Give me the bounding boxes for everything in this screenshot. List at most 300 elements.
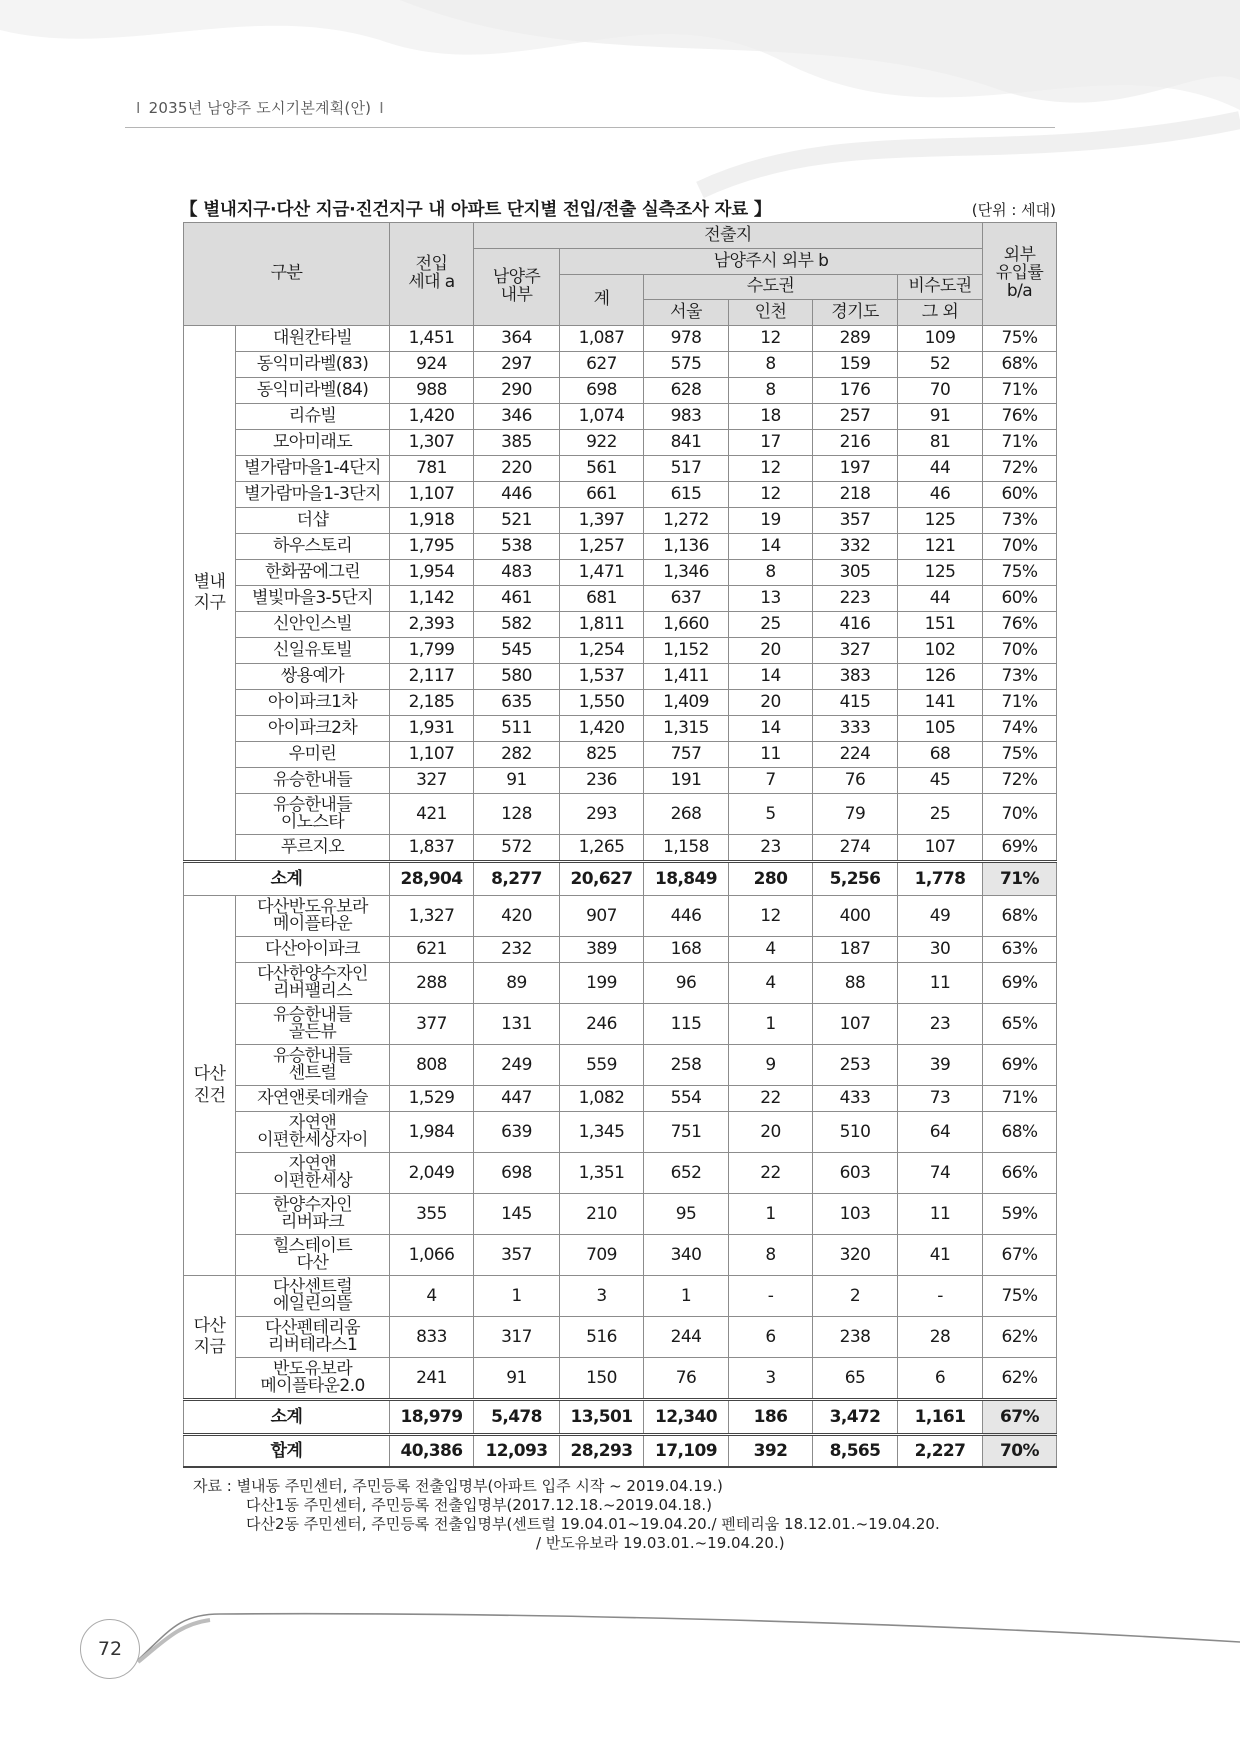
cell-other: 141 xyxy=(898,690,983,716)
cell-incheon: 12 xyxy=(729,326,813,352)
cell-gg: 5,256 xyxy=(813,862,898,896)
cell-gg: 289 xyxy=(813,326,898,352)
cell-seoul: 841 xyxy=(644,430,729,456)
complex-name: 유승한내들 xyxy=(236,768,390,794)
cell-incheon: 392 xyxy=(729,1435,813,1468)
cell-incheon: 8 xyxy=(729,352,813,378)
header-inner: 남양주 내부 xyxy=(474,249,560,326)
cell-seoul: 268 xyxy=(644,794,729,835)
cell-inner: 89 xyxy=(474,963,560,1004)
cell-gg: 79 xyxy=(813,794,898,835)
running-header: I 2035년 남양주 도시기본계획(안) I xyxy=(136,99,384,117)
cell-a: 1,142 xyxy=(390,586,474,612)
cell-rate: 75% xyxy=(983,1276,1057,1317)
cell-rate: 73% xyxy=(983,664,1057,690)
cell-sum: 3 xyxy=(560,1276,644,1317)
cell-gg: 197 xyxy=(813,456,898,482)
header-gyeonggi: 경기도 xyxy=(813,300,898,326)
cell-sum: 1,087 xyxy=(560,326,644,352)
cell-incheon: 19 xyxy=(729,508,813,534)
table-row xyxy=(184,742,1057,768)
cell-inner: 461 xyxy=(474,586,560,612)
table-row xyxy=(184,1004,1057,1045)
cell-gg: 433 xyxy=(813,1086,898,1112)
page-number: 72 xyxy=(80,1619,140,1679)
cell-sum: 561 xyxy=(560,456,644,482)
cell-seoul: 757 xyxy=(644,742,729,768)
cell-gg: 107 xyxy=(813,1004,898,1045)
cell-other: 41 xyxy=(898,1235,983,1276)
table-row xyxy=(184,534,1057,560)
header-outer: 남양주시 외부 b xyxy=(560,249,983,275)
cell-a: 1,307 xyxy=(390,430,474,456)
cell-rate: 67% xyxy=(983,1235,1057,1276)
cell-sum: 661 xyxy=(560,482,644,508)
cell-incheon: 20 xyxy=(729,1112,813,1153)
complex-name: 자연앤롯데캐슬 xyxy=(236,1086,390,1112)
cell-sum: 1,257 xyxy=(560,534,644,560)
cell-a: 1,837 xyxy=(390,835,474,862)
cell-inner: 582 xyxy=(474,612,560,638)
cell-seoul: 575 xyxy=(644,352,729,378)
cell-other: 11 xyxy=(898,1194,983,1235)
cell-a: 4 xyxy=(390,1276,474,1317)
table-caption xyxy=(180,196,1056,221)
cell-a: 377 xyxy=(390,1004,474,1045)
cell-sum: 1,811 xyxy=(560,612,644,638)
cell-other: 74 xyxy=(898,1153,983,1194)
cell-seoul: 17,109 xyxy=(644,1435,729,1468)
total-row xyxy=(184,1435,1057,1468)
cell-rate: 75% xyxy=(983,560,1057,586)
complex-name: 다산반도유보라 메이플타운 xyxy=(236,896,390,937)
cell-seoul: 554 xyxy=(644,1086,729,1112)
cell-sum: 236 xyxy=(560,768,644,794)
cell-seoul: 628 xyxy=(644,378,729,404)
cell-incheon: 280 xyxy=(729,862,813,896)
cell-inner: 538 xyxy=(474,534,560,560)
summary-label: 합계 xyxy=(184,1435,390,1468)
cell-sum: 246 xyxy=(560,1004,644,1045)
cell-sum: 922 xyxy=(560,430,644,456)
cell-other: 39 xyxy=(898,1045,983,1086)
cell-incheon: 14 xyxy=(729,716,813,742)
cell-other: 70 xyxy=(898,378,983,404)
cell-incheon: 4 xyxy=(729,937,813,963)
cell-sum: 907 xyxy=(560,896,644,937)
complex-name: 유승한내들 골든뷰 xyxy=(236,1004,390,1045)
cell-rate: 76% xyxy=(983,612,1057,638)
cell-inner: 364 xyxy=(474,326,560,352)
cell-inner: 446 xyxy=(474,482,560,508)
cell-other: 46 xyxy=(898,482,983,508)
cell-a: 1,984 xyxy=(390,1112,474,1153)
cell-other: 81 xyxy=(898,430,983,456)
cell-sum: 293 xyxy=(560,794,644,835)
complex-name: 우미린 xyxy=(236,742,390,768)
table-row xyxy=(184,456,1057,482)
cell-a: 1,954 xyxy=(390,560,474,586)
cell-incheon: 8 xyxy=(729,1235,813,1276)
cell-other: 45 xyxy=(898,768,983,794)
cell-inner: 232 xyxy=(474,937,560,963)
cell-seoul: 978 xyxy=(644,326,729,352)
footer-curve-decoration xyxy=(80,1600,1240,1700)
table-row xyxy=(184,430,1057,456)
cell-seoul: 340 xyxy=(644,1235,729,1276)
cell-rate: 63% xyxy=(983,937,1057,963)
cell-inner: 420 xyxy=(474,896,560,937)
cell-sum: 389 xyxy=(560,937,644,963)
table-unit: (단위 : 세대) xyxy=(971,201,1056,219)
cell-inner: 639 xyxy=(474,1112,560,1153)
cell-gg: 103 xyxy=(813,1194,898,1235)
complex-name: 대원칸타빌 xyxy=(236,326,390,352)
cell-other: 2,227 xyxy=(898,1435,983,1468)
cell-other: 107 xyxy=(898,835,983,862)
cell-gg: 332 xyxy=(813,534,898,560)
cell-other: 52 xyxy=(898,352,983,378)
cell-rate: 60% xyxy=(983,482,1057,508)
cell-gg: 238 xyxy=(813,1317,898,1358)
cell-seoul: 258 xyxy=(644,1045,729,1086)
cell-sum: 1,471 xyxy=(560,560,644,586)
cell-inner: 5,478 xyxy=(474,1400,560,1435)
cell-seoul: 517 xyxy=(644,456,729,482)
complex-name: 유승한내들 이노스타 xyxy=(236,794,390,835)
subtotal-row xyxy=(184,862,1057,896)
cell-incheon: 20 xyxy=(729,638,813,664)
cell-incheon: 14 xyxy=(729,664,813,690)
cell-gg: 88 xyxy=(813,963,898,1004)
cell-other: 102 xyxy=(898,638,983,664)
cell-other: 73 xyxy=(898,1086,983,1112)
cell-inner: 698 xyxy=(474,1153,560,1194)
source-line-2: 다산1동 주민센터, 주민등록 전출입명부(2017.12.18.~2019.04.18.) xyxy=(246,1496,713,1514)
complex-name: 별가람마을1-3단지 xyxy=(236,482,390,508)
cell-sum: 1,254 xyxy=(560,638,644,664)
cell-sum: 698 xyxy=(560,378,644,404)
table-row xyxy=(184,1358,1057,1400)
cell-seoul: 168 xyxy=(644,937,729,963)
cell-incheon: 12 xyxy=(729,456,813,482)
cell-sum: 1,074 xyxy=(560,404,644,430)
cell-a: 1,066 xyxy=(390,1235,474,1276)
complex-name: 유승한내들 센트럴 xyxy=(236,1045,390,1086)
cell-rate: 62% xyxy=(983,1317,1057,1358)
cell-other: 109 xyxy=(898,326,983,352)
table-row xyxy=(184,963,1057,1004)
complex-name: 반도유보라 메이플타운2.0 xyxy=(236,1358,390,1400)
cell-inner: 511 xyxy=(474,716,560,742)
cell-seoul: 1,136 xyxy=(644,534,729,560)
complex-name: 자연앤 이편한세상 xyxy=(236,1153,390,1194)
cell-gg: 327 xyxy=(813,638,898,664)
cell-incheon: 1 xyxy=(729,1004,813,1045)
cell-rate: 71% xyxy=(983,430,1057,456)
cell-rate: 68% xyxy=(983,1112,1057,1153)
cell-sum: 681 xyxy=(560,586,644,612)
cell-seoul: 96 xyxy=(644,963,729,1004)
cell-incheon: - xyxy=(729,1276,813,1317)
cell-incheon: 5 xyxy=(729,794,813,835)
table-row xyxy=(184,1112,1057,1153)
cell-seoul: 1 xyxy=(644,1276,729,1317)
cell-gg: 333 xyxy=(813,716,898,742)
cell-incheon: 14 xyxy=(729,534,813,560)
cell-other: 23 xyxy=(898,1004,983,1045)
table-row xyxy=(184,794,1057,835)
cell-rate: 75% xyxy=(983,742,1057,768)
cell-rate: 71% xyxy=(983,1086,1057,1112)
cell-gg: 2 xyxy=(813,1276,898,1317)
cell-a: 421 xyxy=(390,794,474,835)
table-row xyxy=(184,937,1057,963)
complex-name: 다산센트럴 에일린의뜰 xyxy=(236,1276,390,1317)
cell-incheon: 23 xyxy=(729,835,813,862)
cell-sum: 1,082 xyxy=(560,1086,644,1112)
cell-a: 40,386 xyxy=(390,1435,474,1468)
table-row xyxy=(184,690,1057,716)
cell-incheon: 13 xyxy=(729,586,813,612)
cell-inner: 346 xyxy=(474,404,560,430)
cell-sum: 1,397 xyxy=(560,508,644,534)
cell-seoul: 244 xyxy=(644,1317,729,1358)
cell-seoul: 1,158 xyxy=(644,835,729,862)
cell-a: 1,420 xyxy=(390,404,474,430)
complex-name: 자연앤 이편한세상자이 xyxy=(236,1112,390,1153)
cell-other: 126 xyxy=(898,664,983,690)
cell-sum: 559 xyxy=(560,1045,644,1086)
cell-rate: 71% xyxy=(983,690,1057,716)
cell-rate: 65% xyxy=(983,1004,1057,1045)
complex-name: 쌍용예가 xyxy=(236,664,390,690)
cell-a: 808 xyxy=(390,1045,474,1086)
cell-rate: 66% xyxy=(983,1153,1057,1194)
cell-sum: 627 xyxy=(560,352,644,378)
cell-other: 44 xyxy=(898,456,983,482)
cell-seoul: 615 xyxy=(644,482,729,508)
cell-a: 621 xyxy=(390,937,474,963)
table-row xyxy=(184,326,1057,352)
cell-other: 25 xyxy=(898,794,983,835)
cell-sum: 1,537 xyxy=(560,664,644,690)
cell-sum: 1,420 xyxy=(560,716,644,742)
cell-seoul: 1,152 xyxy=(644,638,729,664)
cell-gg: 187 xyxy=(813,937,898,963)
cell-incheon: 20 xyxy=(729,690,813,716)
cell-seoul: 18,849 xyxy=(644,862,729,896)
cell-gg: 257 xyxy=(813,404,898,430)
table-row xyxy=(184,404,1057,430)
table-row xyxy=(184,378,1057,404)
cell-gg: 510 xyxy=(813,1112,898,1153)
cell-seoul: 1,411 xyxy=(644,664,729,690)
cell-a: 1,107 xyxy=(390,742,474,768)
cell-inner: 128 xyxy=(474,794,560,835)
cell-a: 1,327 xyxy=(390,896,474,937)
header-other: 그 외 xyxy=(898,300,983,326)
cell-gg: 305 xyxy=(813,560,898,586)
table-row xyxy=(184,1276,1057,1317)
table-row xyxy=(184,508,1057,534)
header-inflow: 전입 세대 a xyxy=(390,223,474,326)
complex-name: 한양수자인 리버파크 xyxy=(236,1194,390,1235)
cell-other: 125 xyxy=(898,560,983,586)
cell-rate: 69% xyxy=(983,835,1057,862)
cell-other: 151 xyxy=(898,612,983,638)
cell-sum: 825 xyxy=(560,742,644,768)
table-row xyxy=(184,1194,1057,1235)
cell-seoul: 1,660 xyxy=(644,612,729,638)
cell-gg: 253 xyxy=(813,1045,898,1086)
cell-inner: 8,277 xyxy=(474,862,560,896)
cell-rate: 60% xyxy=(983,586,1057,612)
source-note xyxy=(193,1477,940,1553)
cell-inner: 297 xyxy=(474,352,560,378)
cell-incheon: 7 xyxy=(729,768,813,794)
cell-seoul: 983 xyxy=(644,404,729,430)
cell-incheon: 17 xyxy=(729,430,813,456)
complex-name: 신일유토빌 xyxy=(236,638,390,664)
cell-seoul: 191 xyxy=(644,768,729,794)
table-row xyxy=(184,1045,1057,1086)
cell-rate: 71% xyxy=(983,862,1057,896)
cell-incheon: 22 xyxy=(729,1086,813,1112)
cell-a: 833 xyxy=(390,1317,474,1358)
cell-other: 64 xyxy=(898,1112,983,1153)
cell-rate: 68% xyxy=(983,896,1057,937)
cell-rate: 70% xyxy=(983,794,1057,835)
cell-incheon: 186 xyxy=(729,1400,813,1435)
group-jingeon: 다산 진건 xyxy=(184,896,236,1276)
header-seoul: 서울 xyxy=(644,300,729,326)
complex-name: 신안인스빌 xyxy=(236,612,390,638)
cell-other: 6 xyxy=(898,1358,983,1400)
cell-rate: 59% xyxy=(983,1194,1057,1235)
header-sum: 계 xyxy=(560,275,644,326)
cell-other: 125 xyxy=(898,508,983,534)
cell-gg: 3,472 xyxy=(813,1400,898,1435)
cell-gg: 383 xyxy=(813,664,898,690)
cell-a: 1,931 xyxy=(390,716,474,742)
cell-a: 355 xyxy=(390,1194,474,1235)
cell-inner: 357 xyxy=(474,1235,560,1276)
cell-inner: 447 xyxy=(474,1086,560,1112)
header-rate: 외부 유입률 b/a xyxy=(983,223,1057,326)
cell-gg: 218 xyxy=(813,482,898,508)
header-category: 구분 xyxy=(184,223,390,326)
cell-gg: 603 xyxy=(813,1153,898,1194)
cell-other: 105 xyxy=(898,716,983,742)
table-row xyxy=(184,896,1057,937)
cell-seoul: 751 xyxy=(644,1112,729,1153)
cell-sum: 709 xyxy=(560,1235,644,1276)
cell-sum: 1,351 xyxy=(560,1153,644,1194)
table-row xyxy=(184,835,1057,862)
cell-rate: 69% xyxy=(983,963,1057,1004)
cell-rate: 67% xyxy=(983,1400,1057,1435)
complex-name: 더샵 xyxy=(236,508,390,534)
cell-rate: 71% xyxy=(983,378,1057,404)
complex-name: 푸르지오 xyxy=(236,835,390,862)
cell-a: 28,904 xyxy=(390,862,474,896)
cell-incheon: 9 xyxy=(729,1045,813,1086)
cell-gg: 224 xyxy=(813,742,898,768)
cell-seoul: 1,272 xyxy=(644,508,729,534)
cell-seoul: 115 xyxy=(644,1004,729,1045)
complex-name: 별빛마을3-5단지 xyxy=(236,586,390,612)
cell-sum: 28,293 xyxy=(560,1435,644,1468)
cell-a: 1,795 xyxy=(390,534,474,560)
complex-name: 다산아이파크 xyxy=(236,937,390,963)
cell-inner: 249 xyxy=(474,1045,560,1086)
cell-inner: 1 xyxy=(474,1276,560,1317)
cell-inner: 290 xyxy=(474,378,560,404)
table-body xyxy=(184,326,1057,1468)
cell-other: 11 xyxy=(898,963,983,1004)
cell-a: 1,107 xyxy=(390,482,474,508)
cell-incheon: 11 xyxy=(729,742,813,768)
cell-a: 288 xyxy=(390,963,474,1004)
header-divider xyxy=(125,127,1055,128)
complex-name: 아이파크2차 xyxy=(236,716,390,742)
cell-seoul: 446 xyxy=(644,896,729,937)
cell-other: 28 xyxy=(898,1317,983,1358)
cell-other: 49 xyxy=(898,896,983,937)
table-row xyxy=(184,1153,1057,1194)
source-line-4: / 반도유보라 19.03.01.~19.04.20.) xyxy=(536,1534,785,1552)
table-row xyxy=(184,1317,1057,1358)
cell-seoul: 1,315 xyxy=(644,716,729,742)
cell-rate: 72% xyxy=(983,768,1057,794)
cell-other: - xyxy=(898,1276,983,1317)
cell-gg: 216 xyxy=(813,430,898,456)
cell-rate: 72% xyxy=(983,456,1057,482)
cell-rate: 75% xyxy=(983,326,1057,352)
cell-a: 924 xyxy=(390,352,474,378)
cell-inner: 545 xyxy=(474,638,560,664)
cell-rate: 70% xyxy=(983,534,1057,560)
cell-other: 1,161 xyxy=(898,1400,983,1435)
table-row xyxy=(184,768,1057,794)
cell-rate: 68% xyxy=(983,352,1057,378)
cell-inner: 91 xyxy=(474,1358,560,1400)
summary-label: 소계 xyxy=(184,1400,390,1435)
cell-a: 2,185 xyxy=(390,690,474,716)
cell-gg: 223 xyxy=(813,586,898,612)
table-row xyxy=(184,1086,1057,1112)
cell-inner: 131 xyxy=(474,1004,560,1045)
cell-incheon: 8 xyxy=(729,378,813,404)
complex-name: 리슈빌 xyxy=(236,404,390,430)
cell-incheon: 3 xyxy=(729,1358,813,1400)
complex-name: 하우스토리 xyxy=(236,534,390,560)
cell-gg: 320 xyxy=(813,1235,898,1276)
cell-incheon: 25 xyxy=(729,612,813,638)
cell-incheon: 12 xyxy=(729,896,813,937)
cell-gg: 357 xyxy=(813,508,898,534)
cell-a: 988 xyxy=(390,378,474,404)
cell-incheon: 1 xyxy=(729,1194,813,1235)
cell-inner: 12,093 xyxy=(474,1435,560,1468)
source-line-1: 자료 : 별내동 주민센터, 주민등록 전출입명부(아파트 입주 시작 ~ 2019.04.19.) xyxy=(193,1477,723,1495)
cell-inner: 521 xyxy=(474,508,560,534)
cell-incheon: 4 xyxy=(729,963,813,1004)
cell-a: 781 xyxy=(390,456,474,482)
cell-rate: 62% xyxy=(983,1358,1057,1400)
cell-rate: 74% xyxy=(983,716,1057,742)
